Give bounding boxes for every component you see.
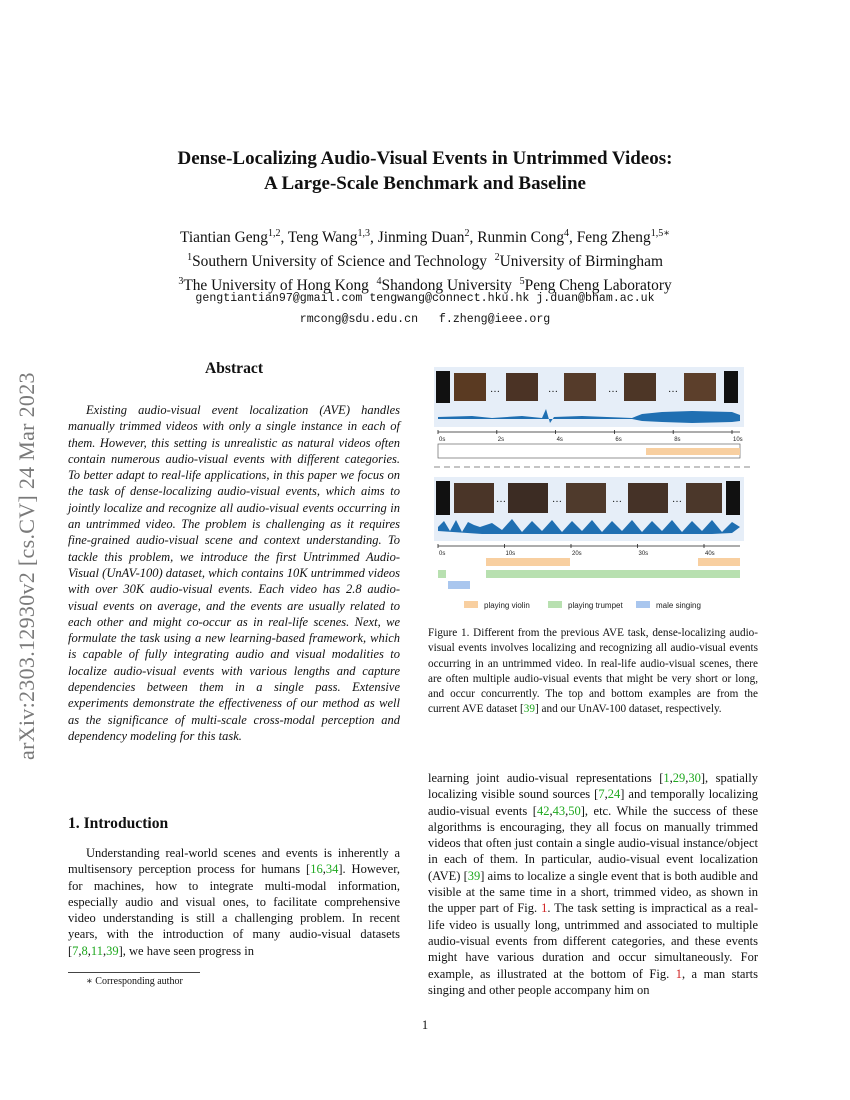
ellipsis: … [490, 384, 500, 395]
video-frame [686, 483, 722, 513]
author-names: Tiantian Geng$^{1,2}$, Teng Wang$^{1,3}$, Jinming Duan$^2$, Runmin Cong$^4$, Feng Zheng$^{1,5∗}$ [180, 228, 670, 247]
ellipsis: … [612, 494, 622, 505]
citation-link[interactable]: 50 [568, 803, 581, 818]
footnote: ∗ Corresponding author [86, 976, 183, 987]
video-frame [454, 373, 486, 401]
event-bar-violin [698, 558, 740, 566]
affil-sup: 4 [376, 276, 382, 288]
intro-heading: 1. Introduction [68, 815, 169, 832]
ellipsis: … [548, 384, 558, 395]
right-column-paragraph: learning joint audio-visual representations [1,29,30], spatially localizing visible sound sources [7,24] and temporally localizing audio-visual events [42,43,50], etc. While the success of these algorithms is encouraging, they all focus on manually trimmed videos that often just contain a single audio-visual instance/object in each of them. In particular, audio-visual event localization (AVE) [39] aims to localize a single event that is both audible and visible at the same time in a short, trimmed video, as shown in the upper part of Fig. 1. The task setting is impractical as a real-life video is usually long, untrimmed and associated to multiple audio-visual events from different categories, and these events might have various duration and occur simultaneously. For example, as illustrated at the bottom of Fig. 1, a man starts singing and other people accompany him on [428, 771, 759, 997]
citation-link[interactable]: 39 [523, 703, 535, 716]
intro-paragraph: Understanding real-world scenes and events is inherently a multisensory perception process for humans [16,34]. However, for machines, how to integrate multi-modal information, especially audio and visual ones, to facilitate comprehensive video understanding is still a challenging problem. In recent years, with the introduction of many audio-visual datasets [7,8,11,39], we have seen progress in [68, 846, 400, 958]
ellipsis: … [496, 494, 506, 505]
email-line-1: gengtiantian97@gmail.com tengwang@connect.hku.hk j.duan@bham.ac.uk [195, 292, 655, 305]
video-frame [566, 483, 606, 513]
body-text: ], spatially localizing visible sound sources [ [428, 771, 759, 802]
legend-label-trumpet: playing trumpet [568, 601, 623, 610]
ellipsis: … [608, 384, 618, 395]
author-name: Jinming Duan [377, 229, 465, 247]
ellipsis: … [668, 384, 678, 395]
body-text: ] aims to localize a single event that is both audible and visible at the same time in a short, trimmed video, as shown in the upper part of Fig. [428, 868, 758, 916]
tick-label: 0s [439, 437, 446, 443]
video-frame [508, 483, 548, 513]
figure-legend [464, 601, 701, 610]
affiliation: University of Birmingham [499, 253, 663, 271]
intro-text: Understanding real-world scenes and events is inherently a multisensory perception process for humans [ [68, 846, 400, 877]
legend-label-singing: male singing [656, 601, 701, 610]
citation-link[interactable]: 30 [688, 771, 701, 785]
citation-link[interactable]: 16 [310, 862, 323, 877]
tick-label: 20s [572, 551, 582, 557]
intro-text: ], we have seen progress in [118, 943, 254, 958]
legend-swatch-trumpet [548, 601, 562, 608]
ellipsis: … [552, 494, 562, 505]
tick-label: 30s [638, 551, 649, 557]
legend-swatch-violin [464, 601, 478, 608]
tick-label: 6s [615, 437, 622, 443]
body-text: , a man starts singing and other people accompany him on [428, 966, 758, 997]
author-emails [0, 288, 850, 330]
body-text: ], etc. While the success of these algorithms is encouraging, they all focus on manually trimmed videos that often just contain a single audio-visual instance/object in each of them. In particular, audio-visual event localization (AVE) [ [428, 803, 759, 883]
citation-link[interactable]: 1 [663, 771, 670, 785]
page-number: 1 [421, 1018, 429, 1032]
citation-link[interactable]: 43 [552, 803, 566, 818]
body-text: ] and temporally localizing audio-visual events [ [428, 787, 758, 818]
body-text: learning joint audio-visual representations [ [428, 771, 664, 785]
affiliation: The University of Hong Kong [183, 277, 369, 295]
legend-label-violin: playing violin [484, 601, 530, 610]
citation-link[interactable]: 42 [536, 803, 550, 818]
intro-text: ]. However, for machines, how to integrate multi-modal information, especially audio and visual ones, to facilitate comprehensive video understanding is still a challenging problem. In recent years, with the introduction of many audio-visual datasets [ [68, 862, 400, 958]
tick-label: 0s [439, 551, 446, 557]
citation-link[interactable]: 7 [72, 943, 79, 958]
tick-label: 4s [556, 437, 563, 443]
title-line-2: A Large-Scale Benchmark and Baseline [264, 173, 586, 194]
legend-swatch-singing [636, 601, 650, 608]
caption-text: ] and our UnAV-100 dataset, respectively. [534, 703, 722, 716]
film-reel-icon [436, 481, 450, 515]
event-bar-trumpet [438, 570, 446, 578]
citation-link[interactable]: 34 [325, 862, 339, 877]
figure-1 [432, 365, 752, 615]
tick-label: 40s [705, 551, 715, 557]
affil-sup: 1 [187, 252, 193, 264]
film-reel-icon [726, 481, 740, 515]
affiliation-line-1 [0, 248, 850, 272]
author-block [0, 224, 850, 296]
video-frame [684, 373, 716, 401]
author-sup: 1,3 [357, 228, 371, 239]
email-line-2: rmcong@sdu.edu.cn f.zheng@ieee.org [299, 313, 551, 326]
citation-link[interactable]: 39 [106, 943, 119, 958]
author-name: Tiantian Geng [180, 229, 268, 247]
caption-text: Figure 1. Different from the previous AVE task, dense-localizing audio-visual events involves localizing and recognizing all audio-visual events occurring in an untrimmed video. In real-life audio-visual scenes, there are often multiple audio-visual events that might be very short or long, and occur concurrently. The top and bottom examples are from the current AVE dataset [ [428, 627, 758, 716]
tick-label: 10s [505, 551, 516, 557]
event-bar-violin [486, 558, 570, 566]
affiliation: Shandong University [381, 277, 512, 295]
affiliation: Peng Cheng Laboratory [524, 277, 672, 295]
abstract-heading: Abstract [204, 360, 264, 377]
citation-link[interactable]: 8 [81, 943, 88, 958]
author-sup: 2 [464, 228, 470, 239]
paper-title [0, 146, 850, 196]
arxiv-identifier: arXiv:2303.12930v2 [cs.CV] 24 Mar 2023 [14, 372, 39, 760]
figure-link[interactable]: 1 [675, 966, 682, 981]
film-reel-icon [724, 371, 738, 403]
author-sup: 4 [564, 228, 570, 239]
citation-link[interactable]: 7 [598, 787, 605, 802]
top-filmstrip [436, 371, 738, 403]
tick-label: 8s [674, 437, 681, 443]
author-name: Teng Wang [287, 229, 358, 247]
citation-link[interactable]: 39 [467, 868, 481, 883]
video-frame [628, 483, 668, 513]
affil-sup: 3 [178, 276, 184, 288]
film-reel-icon [436, 371, 450, 403]
video-frame [454, 483, 494, 513]
affil-sup: 2 [494, 252, 500, 264]
author-name: Runmin Cong [477, 229, 565, 247]
ellipsis: … [672, 494, 682, 505]
abstract-text: Existing audio-visual event localization (AVE) handles manually trimmed videos with only a single instance in each of them. However, this setting is unrealistic as natural videos often contain numerous audio-visual events with different categories. To better adapt to real-life applications, in this paper we focus on the task of dense-localizing audio-visual events, which aims to jointly localize and recognize all audio-visual events occurring in an untrimmed video. The problem is challenging as it requires fine-grained audio-visual scene and context understanding. To tackle this problem, we introduce the first Untrimmed Audio-Visual (UnAV-100) dataset, which contains 10K untrimmed videos with over 30K audio-visual events. Each video has 2.8 audio-visual events on average, and the events are usually related to each other and might co-occur as in real-life scenes. Next, we formulate the task using a new learning-based framework, which is capable of fully integrating audio and visual modalities to localize audio-visual events with various lengths and capture dependencies between them in a single pass. Extensive experiments demonstrate the effectiveness of our method as well as the significance of multi-scale cross-modal perception and dependency modeling for this task. [68, 403, 400, 743]
affiliation: Southern University of Science and Technology [192, 253, 487, 271]
author-sup: 1,5∗ [650, 228, 670, 239]
bottom-filmstrip [436, 481, 740, 515]
affil-sup: 5 [519, 276, 525, 288]
body-text: . The task setting is impractical as a real-life video is usually long, untrimmed and associated to multiple audio-visual events from different categories, and these events might have various duration and occur simultaneously. For example, as illustrated at the bottom of Fig. [428, 901, 758, 981]
citation-link[interactable]: 24 [607, 787, 621, 802]
author-sup: 1,2 [267, 228, 281, 239]
event-bar-violin [646, 448, 740, 455]
video-frame [624, 373, 656, 401]
figure-link[interactable]: 1 [541, 901, 548, 916]
citation-link[interactable]: 29 [672, 771, 686, 785]
footnote-divider [68, 972, 200, 973]
event-bar-trumpet [486, 570, 740, 578]
event-bar-singing [448, 581, 470, 589]
title-line-1: Dense-Localizing Audio-Visual Events in Untrimmed Videos: [177, 148, 673, 169]
video-frame [506, 373, 538, 401]
video-frame [564, 373, 596, 401]
figure-1-graphic [432, 365, 752, 615]
figure-caption [428, 626, 758, 718]
author-name: Feng Zheng [576, 229, 651, 247]
citation-link[interactable]: 11 [90, 943, 103, 958]
tick-label: 2s [497, 437, 505, 443]
tick-label: 10s [733, 437, 743, 443]
